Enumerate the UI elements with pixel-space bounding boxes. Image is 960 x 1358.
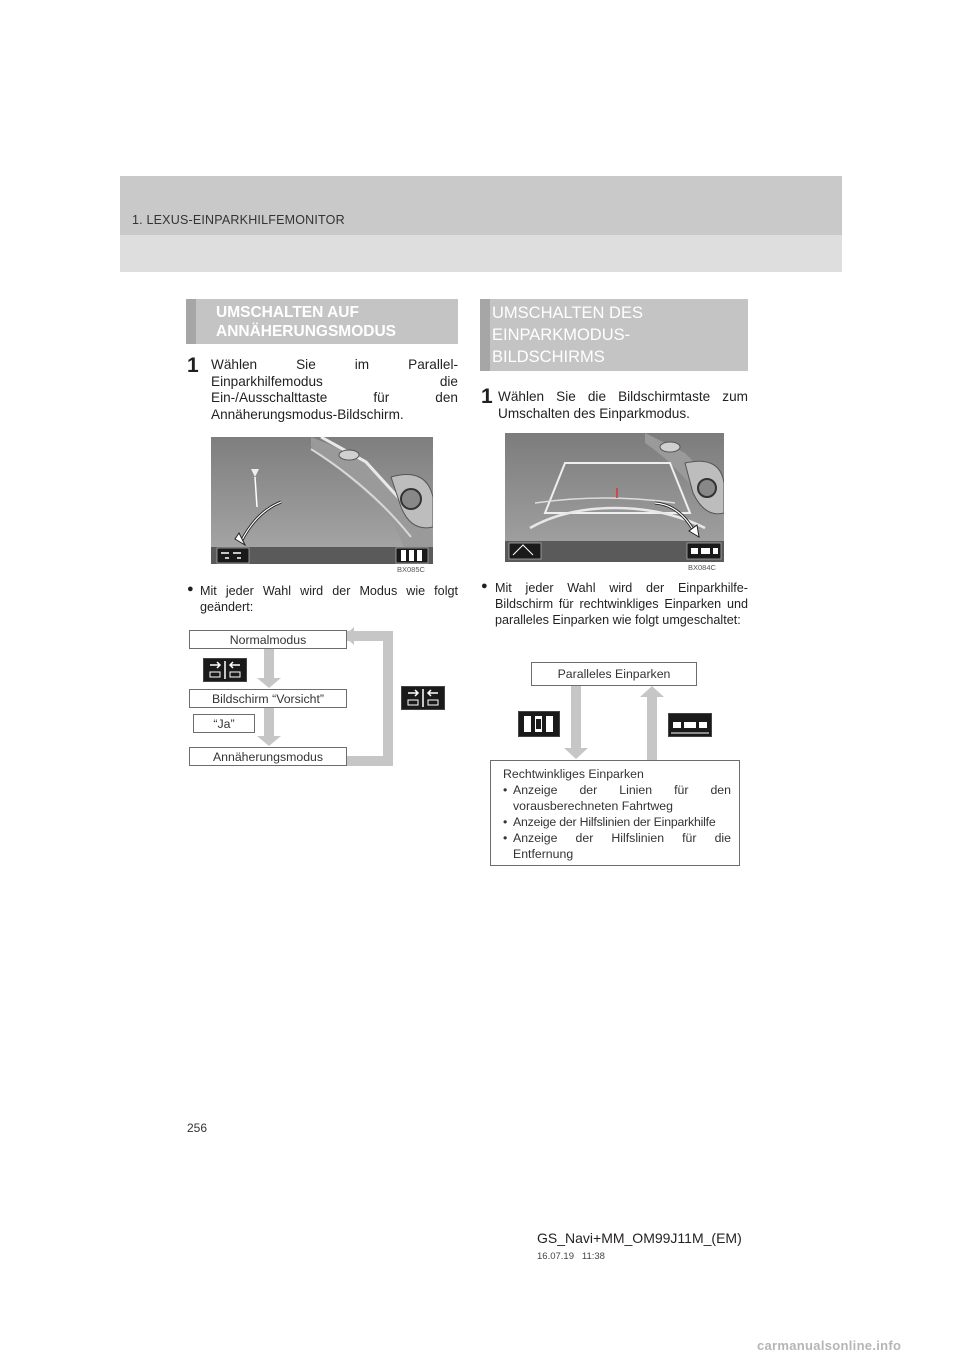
item-2-dot: •: [503, 815, 508, 829]
left-heading-line-1: UMSCHALTEN AUF: [216, 303, 359, 321]
watermark: carmanualsonline.info: [757, 1338, 902, 1353]
perpendicular-park-icon: [518, 711, 560, 737]
right-section-heading: [490, 299, 748, 371]
right-heading-accent: [480, 299, 490, 371]
right-bullet-dot: ●: [481, 580, 488, 592]
parking-mode-illustration: [505, 433, 724, 562]
item-3-dot: •: [503, 831, 508, 845]
approach-mode-icon: [401, 686, 445, 710]
right-down-pipe: [571, 686, 581, 750]
return-pipe-vertical: [383, 631, 393, 766]
parallel-park-icon: [203, 658, 247, 682]
item-2-text: Anzeige der Hilfslinien der Einparkhilfe: [513, 815, 716, 829]
down-pipe-2: [264, 706, 274, 736]
right-heading-line-1: UMSCHALTEN DES: [492, 304, 643, 322]
right-up-arrow: [640, 686, 664, 697]
item-1-text: Anzeige der Linien für den vorausberechneten Fahrtweg: [513, 783, 731, 813]
down-pipe-1: [264, 648, 274, 680]
right-heading-line-2: EINPARKMODUS-: [492, 326, 631, 344]
left-bullet-text: Mit jeder Wahl wird der Modus wie folgt geändert:: [200, 584, 458, 614]
left-step-text: Wählen Sie im Parallel-Einparkhilfemodus die Ein-/Ausschalttaste für den Annäherungsmodus-Bildschirm.: [211, 357, 458, 422]
down-arrow-2: [257, 736, 281, 746]
item-1-dot: •: [503, 783, 508, 797]
approach-mode-illustration: [211, 437, 433, 564]
left-heading-line-2: ANNÄHERUNGSMODUS: [216, 322, 396, 340]
right-bullet-text: Mit jeder Wahl wird der Einparkhilfe-Bildschirm für rechtwinkliges Einparken und paralleles Einparken wie folgt umgeschaltet:: [495, 581, 748, 627]
left-step-number: 1: [187, 354, 199, 377]
perpendicular-title: Rechtwinkliges Einparken: [503, 767, 644, 781]
right-up-pipe: [647, 697, 657, 760]
right-step-number: 1: [481, 385, 493, 408]
down-arrow-1: [257, 678, 281, 688]
perpendicular-parking-box: [490, 760, 740, 866]
item-3-text: Anzeige der Hilfslinien für die Entfernung: [513, 831, 731, 861]
return-pipe-bottom: [347, 756, 393, 766]
right-step-text: Wählen Sie die Bildschirmtaste zum Umschalten des Einparkmodus.: [498, 389, 748, 421]
page-number: 256: [187, 1121, 208, 1135]
flow-parallel-parking: Paralleles Einparken: [531, 662, 697, 686]
perpendicular-item-1: [503, 782, 731, 814]
parallel-layout-glyph: [669, 714, 711, 736]
left-image-code: BX085C: [397, 565, 425, 574]
flow-normal-mode: Normalmodus: [189, 630, 347, 649]
flow-caution-screen: Bildschirm “Vorsicht”: [189, 689, 347, 708]
left-heading-accent: [186, 299, 196, 344]
doc-timestamp: 16.07.19 11:38: [537, 1251, 605, 1262]
perpendicular-item-3: [503, 830, 731, 862]
parallel-park-glyph: [204, 659, 246, 681]
flow-approach-mode: Annäherungsmodus: [189, 747, 347, 766]
flow-yes-button: “Ja”: [193, 714, 255, 733]
parallel-layout-icon: [668, 713, 712, 737]
right-heading-line-3: BILDSCHIRMS: [492, 348, 605, 366]
right-down-arrow: [564, 748, 588, 759]
perpendicular-park-glyph: [519, 712, 559, 736]
perpendicular-item-2: [503, 814, 731, 830]
parking-mode-screen: [505, 433, 724, 562]
section-title: 1. LEXUS-EINPARKHILFEMONITOR: [132, 213, 345, 227]
approach-mode-glyph: [402, 687, 444, 709]
right-image-code: BX084C: [688, 563, 716, 572]
doc-code: GS_Navi+MM_OM99J11M_(EM): [537, 1230, 742, 1246]
left-bullet-dot: ●: [187, 583, 194, 595]
left-section-heading: [196, 299, 458, 344]
approach-mode-screen: [211, 437, 433, 564]
